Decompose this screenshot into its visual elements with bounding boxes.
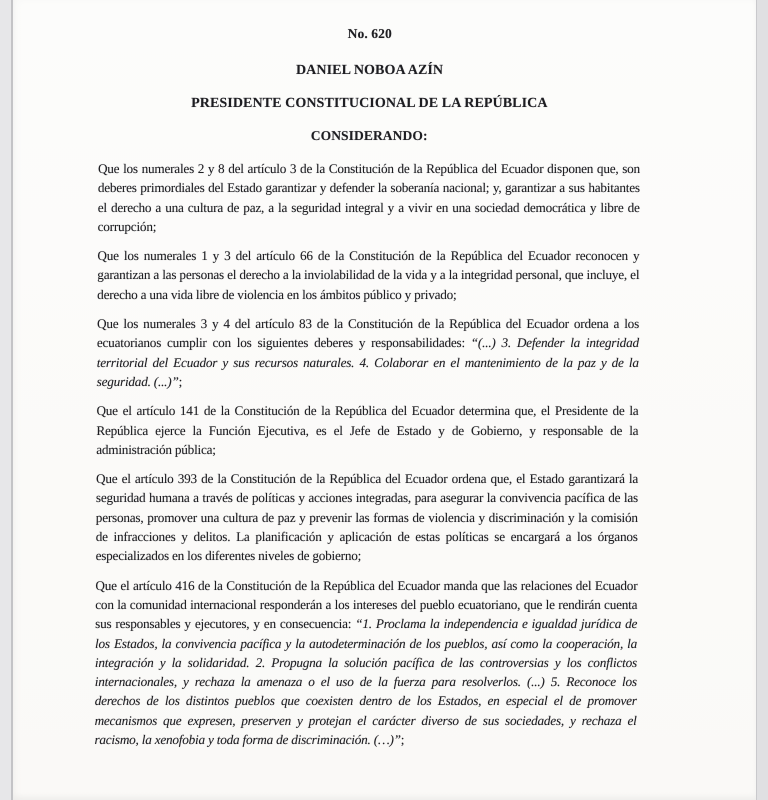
page-content <box>94 0 641 759</box>
author-name: DANIEL NOBOA AZÍN <box>295 63 444 78</box>
body-text: ; <box>400 732 405 748</box>
body-text: Que los numerales 3 y 4 del artículo 83 de la Constitución de la República del Ecuador ordena a los ecuatorianos cumplir con los siguientes deberes y responsabilidades: <box>96 316 640 351</box>
document-number: No. 620 <box>347 26 392 41</box>
paragraph <box>97 246 639 304</box>
paragraph <box>96 401 638 459</box>
paragraph-list <box>94 159 640 749</box>
paragraph <box>97 314 639 391</box>
scan-edge-left <box>0 0 13 800</box>
quoted-text: “1. Proclama la independencia e igualdad jurídica de los Estados, la convivencia pacífica y la autodeterminación de los pueblos, así como la cooperación, la integración y la solidaridad. 2. Propugna la solución pacífica de las controversias y los conflictos internacionales, y rechaza la amenaza o el uso de la fuerza para resolverlos. (...) 5. Reconoce los derechos de los distintos pueblos que coexisten dentro de los Estados, en especial el de promover mecanismos que expresen, preserven y protejan el carácter diverso de sus sociedades, y rechaza el racismo, la xenofobia y toda forma de discriminación. (…)” <box>94 616 638 748</box>
body-text: ; <box>178 373 183 389</box>
author-title: PRESIDENTE CONSTITUCIONAL DE LA REPÚBLICA <box>191 96 548 111</box>
quoted-text: “(...) 3. Defender la integridad territorial del Ecuador y sus recursos naturales. 4. Colaborar en el mantenimiento de la paz y de la seguridad. (...)” <box>96 335 639 389</box>
scan-edge-right <box>756 0 768 800</box>
body-text: Que los numerales 1 y 3 del artículo 66 de la Constitución de la República del Ecuador reconocen y garantizan a las personas el derecho a la inviolabilidad de la vida y a la integridad personal, que incluye, el derecho a una vida libre de violencia en los ámbitos público y privado; <box>97 248 640 302</box>
body-text: Que los numerales 2 y 8 del artículo 3 de la Constitución de la República del Ecuador disponen que, son deberes primordiales del Estado garantizar y defender la soberanía nacional; y, garantizar a sus habitantes el derecho a una cultura de paz, a la seguridad integral y a vivir en una sociedad democrática y libre de corrupción; <box>97 161 641 234</box>
section-heading: CONSIDERANDO: <box>310 128 428 143</box>
paragraph <box>98 159 640 236</box>
body-text: Que el artículo 141 de la Constitución de la República del Ecuador determina que, el Presidente de la República ejerce la Función Ejecutiva, es el Jefe de Estado y de Gobierno, y responsable de la administración pública; <box>96 403 639 457</box>
body-text: Que el artículo 393 de la Constitución de la República del Ecuador ordena que, el Estado garantizará la seguridad humana a través de políticas y acciones integradas, para asegurar la convivencia pacífica de las personas, promover una cultura de paz y prevenir las formas de violencia y discriminación y la comisión de infracciones y delitos. La planificación y aplicación de estas políticas se encargará a los órganos especializados en los diferentes niveles de gobierno; <box>95 471 639 564</box>
paragraph <box>94 576 637 750</box>
document-page <box>13 0 756 800</box>
paragraph <box>96 469 639 565</box>
body-text: Que el artículo 416 de la Constitución de la República del Ecuador manda que las relaciones del Ecuador con la comunidad internacional responderán a los intereses del pueblo ecuatoriano, que le rendirán cuenta sus responsables y ejecutores, y en consecuencia: <box>95 577 638 632</box>
